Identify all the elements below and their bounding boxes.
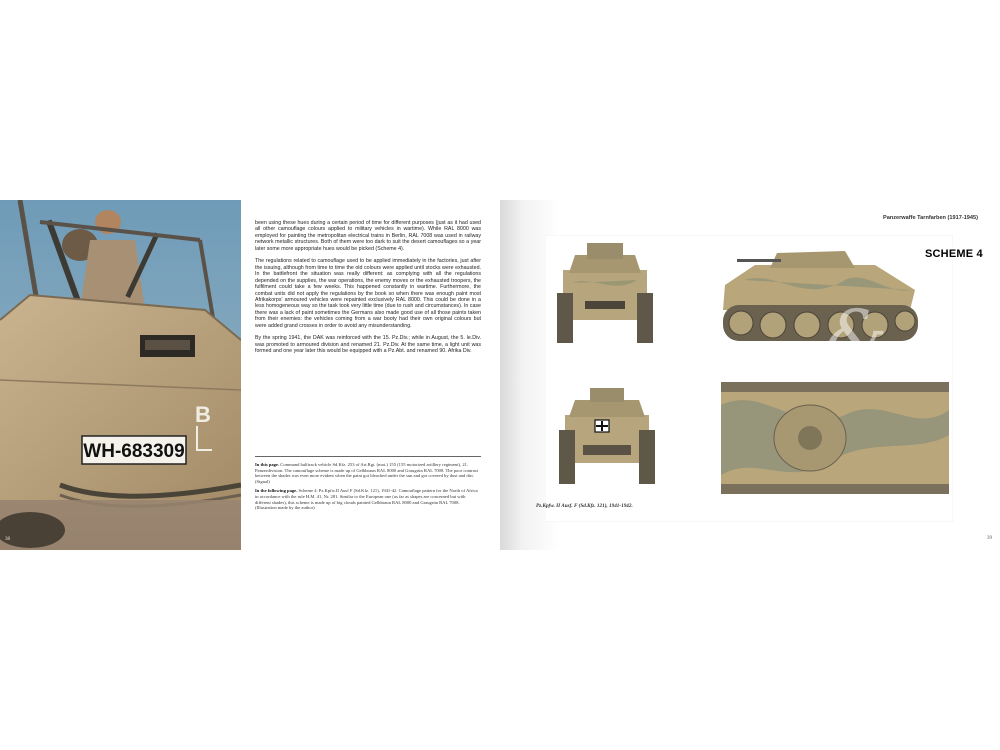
body-paragraph: been using these hues during a certain period of time for different purposes (just as it had used all other camouflage colours applied to military vehicles in wartime). While RAL 8000 was employed for painting the metropolitan electrical trains in Berlin, RAL 7008 was used in railway network metallic structures. Both of them were too dark to suit the desert camouflages so a year later some more appropriate hues would be picked (Scheme 4). bbox=[255, 220, 481, 252]
body-text bbox=[255, 220, 481, 361]
halftrack-photo bbox=[0, 200, 241, 550]
caption-divider bbox=[255, 456, 481, 457]
scheme-label: SCHEME 4 bbox=[925, 248, 983, 260]
caption-lead: In this page. bbox=[255, 462, 280, 467]
plate-caption: Pz.Kpfw. II Ausf. F (Sd.Kfz. 121), 1941-1942. bbox=[536, 503, 633, 509]
caption-this-page bbox=[255, 462, 481, 484]
body-paragraph: The regulations related to camouflage used to be applied immediately in the factories, just after the issuing, although from time to time the old colours were applied until stocks were exhausted. In the battlefront the situation was really different: as complying with all the regulations depended on the supplies, the war operations, the enemy moves or the exhausted troopers, the fulfilment could take a few weeks. This happened constantly in wartime. Furthermore, the combat units did not apply the regulations by the book so when there was enough paint most Afrikakorps' armoured vehicles were repainted exclusively RAL 8000. This could be done in a less homogeneous way so the task took very little time (due to rush and circumstances). In case there was a lack of paint sometimes the Germans also made good use of all those paints taken from their enemies: the vehicles coming from a war booty had their own original colours but were added grand crosses in order to avoid any misunderstanding. bbox=[255, 258, 481, 329]
top-view-tank bbox=[721, 382, 949, 494]
licence-plate-text: WH-683309 bbox=[83, 441, 185, 462]
caption-text: Scheme 4. Pz.Kpfw.II Ausf F (Sd.Kfz. 121), 1941-42. Camouflage pattern for the North of Africa in accordance with the rule H.M. 41, Nr. 281. Similar to the European one (as far as shapes are concerned but with different shades), this scheme is made up of big clouds painted Gelbbraun RAL 8000 and Graugrün RAL 7008. (Illustration made by the author) bbox=[255, 488, 478, 511]
page-number-right: 39 bbox=[987, 536, 992, 541]
body-paragraph: By the spring 1941, the DAK was reinforced with the 15. Pz.Div.; while in August, the 5. le.Div. was promoted to armoured division and renamed 21. Pz.Div. At the same time, a light unit was formed and one year later this would be equipped with a Pz.Abt. and renamed 90. Afrika Div. bbox=[255, 335, 481, 355]
caption-text: Command halftrack vehicle Sd.Kfz. 253 of Art.Rgt. (mot.) 155 (155 motorized artillery regiment), 21. Panzerdivision. The camouflage scheme is made up of Gelbbraun RAL 8000 and Graugrün RAL 7008. The poor contrast between the shades was even more evident when the paint got bleached under the sun and got covered by dust and dirt. (Signal) bbox=[255, 462, 478, 484]
camouflage-plate bbox=[545, 235, 953, 522]
page-number-left: 38 bbox=[5, 537, 10, 542]
watermark: & bbox=[825, 295, 888, 377]
running-header: Panzerwaffe Tarnfarben (1917-1945) bbox=[882, 215, 978, 221]
caption-lead: In the following page. bbox=[255, 488, 298, 494]
unit-marking: B bbox=[195, 402, 211, 427]
photo-captions bbox=[255, 456, 481, 515]
left-page bbox=[0, 200, 500, 550]
caption-following-page bbox=[255, 488, 481, 510]
